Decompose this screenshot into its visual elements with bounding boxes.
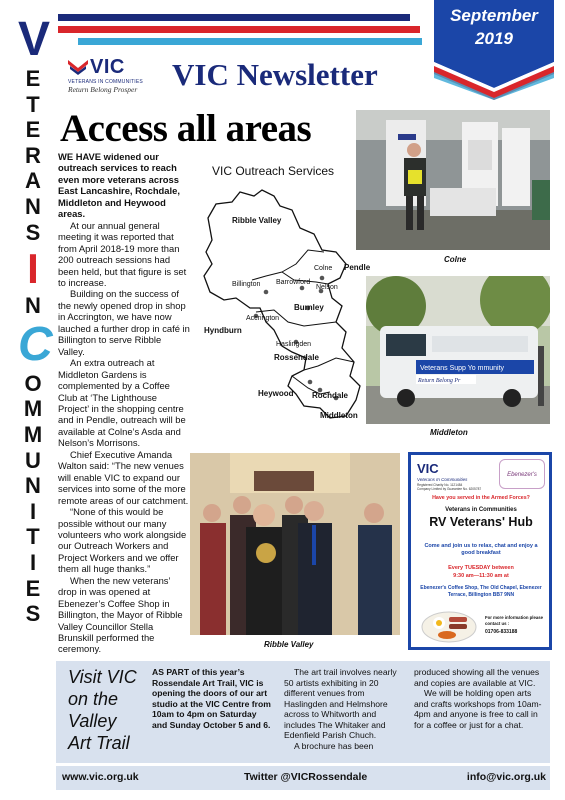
map-region-label: Pendle <box>344 263 371 272</box>
title-letter: E <box>25 575 41 601</box>
map-town-label: Nelson <box>316 284 338 291</box>
vertical-title <box>18 13 53 627</box>
chevron-logo-icon <box>68 60 88 76</box>
title-letter: T <box>26 91 40 117</box>
title-letter: E <box>25 117 41 143</box>
date-text <box>434 6 554 49</box>
poster-invite: Come and join us to relax, chat and enjoy a good breakfast <box>424 543 538 556</box>
title-letter: I <box>29 549 37 575</box>
art-trail-col1: AS PART of this year’s Rossendale Art Trail, VIC is opening the doors of our art studio at the VIC Centre from 10am to 4pm on Saturday and Sunday October 5 and 6. <box>152 667 271 730</box>
article-paragraph: At our annual general meeting it was reported that from April 2018-19 more than 200 outreach sessions had been held, but that figure is set to increase. <box>58 219 187 288</box>
article-paragraph: Building on the success of the newly opened drop in shop in Accrington, we have now lauched a further drop in café in Billington to serve Ribble Valley. <box>58 288 190 357</box>
poster-org-sub: Veterans In Communities <box>417 477 468 482</box>
title-letter: S <box>25 219 41 245</box>
title-letter: A <box>25 168 41 194</box>
logo-tagline: Return Belong Prosper <box>68 85 138 94</box>
footer-twitter-link[interactable]: Twitter @VICRossendale <box>244 771 368 783</box>
map-title: VIC Outreach Services <box>212 164 335 178</box>
masthead-title: VIC Newsletter <box>172 57 378 92</box>
art-trail-col2 <box>284 667 404 751</box>
rv-veterans-hub-poster <box>408 452 552 650</box>
colne-caption: Colne <box>444 255 467 264</box>
art-trail-heading-line: Art Trail <box>68 733 130 753</box>
map-town-label: Barrowford <box>276 279 311 286</box>
footer-website-link[interactable]: www.vic.org.uk <box>62 771 139 783</box>
year: 2019 <box>475 29 513 48</box>
title-letter: C <box>18 317 53 371</box>
headline: Access all areas <box>60 107 312 150</box>
header-stripe-navy <box>58 14 410 21</box>
article-lead: WE HAVE widened our outreach services to reach even more veterans across East Lancashire, Rochdale, Middleton and Heywood areas. <box>58 151 180 220</box>
month: September <box>450 6 538 25</box>
title-letter: I <box>29 498 37 524</box>
art-trail-heading-line: Visit VIC <box>68 667 137 687</box>
map-town-label: Haslingden <box>276 341 312 348</box>
outreach-map <box>196 180 372 430</box>
poster-org: VIC <box>417 461 439 476</box>
poster-question: Have you served in the Armed Forces? <box>432 495 530 501</box>
art-trail-text: We will be holding open arts and crafts workshops from 10am-4pm and anyone is free to call in for a coffee or just for a chat. <box>414 688 542 730</box>
map-region-label: Rochdale <box>312 391 349 400</box>
poster-partner-logo: Ebenezer's <box>499 459 545 489</box>
title-letter: O <box>24 370 42 396</box>
art-trail-col3 <box>414 667 546 730</box>
title-letter: S <box>25 601 41 627</box>
title-letter: R <box>25 142 41 168</box>
article-paragraph: “None of this would be possible without our many volunteers who work alongside our Outreach Workers and Project Workers and we offer them all huge thanks.” <box>58 506 187 575</box>
map-pin <box>300 286 305 291</box>
art-trail-text: produced showing all the venues and copies are available at VIC. <box>414 667 540 688</box>
map-outline <box>204 190 360 418</box>
poster-info: For more information please contact us : <box>485 615 544 626</box>
header-stripe-blue <box>78 38 422 45</box>
van-text: Veterans Supp Yo mmunity <box>420 365 505 372</box>
map-pin <box>264 290 269 295</box>
poster-vic-line: Veterans in Communities <box>445 507 517 513</box>
map-pin <box>308 380 313 385</box>
map-town-label: Colne <box>314 265 333 272</box>
title-letter: M <box>23 396 43 422</box>
title-letter: N <box>25 193 41 219</box>
title-letter: N <box>25 473 41 499</box>
title-letter: N <box>25 293 41 319</box>
vic-logo <box>68 56 148 94</box>
footer-email-link[interactable]: info@vic.org.uk <box>466 771 546 783</box>
footer <box>56 766 550 790</box>
title-letter: M <box>23 421 43 447</box>
logo-name: VIC <box>90 56 125 78</box>
map-region-label: Burnley <box>294 303 324 312</box>
poster-phone: 01706-833188 <box>485 629 518 635</box>
art-trail-text: The art trail involves nearly 50 artists exhibiting in 20 different venues from Haslingden and Helmshore across to Whitworth and includes The Whitaker and Edenfield Parish Chuch. <box>284 667 397 740</box>
logo-subtitle: VETERANS IN COMMUNITIES <box>68 79 143 85</box>
title-letter: E <box>25 66 41 91</box>
ribble-valley-caption: Ribble Valley <box>264 640 314 649</box>
article-paragraph: An extra outreach at Middleton Gardens is complemented by a Coffee Club at ‘The Lighthouse Project’ in the shopping centre and in Pendle, outreach will be available at Colne’s Asda and Nelson’s Morrisons. <box>58 357 186 449</box>
map-region-label: Rossendale <box>274 353 319 362</box>
colne-photo <box>356 110 550 250</box>
poster-where: Ebenezer's Coffee Shop, The Old Chapel, Ebenezer Terrace, Billington BB7 9NN <box>420 585 542 598</box>
article-paragraph: Chief Executive Amanda Walton said: “The new venues will enable VIC to expand our services into some of the more remote areas of our catchment. <box>58 448 189 506</box>
poster-when: Every TUESDAY between <box>448 565 514 571</box>
title-letter: V <box>18 13 51 66</box>
map-town-label: Billington <box>232 281 261 288</box>
art-trail-heading-line: on the <box>68 689 119 709</box>
title-letter: T <box>26 524 40 550</box>
title-letter: U <box>25 447 41 473</box>
article-body <box>58 151 190 655</box>
middleton-photo <box>366 276 550 424</box>
map-pin <box>320 276 325 281</box>
middleton-caption: Middleton <box>430 428 468 437</box>
map-region-label: Heywood <box>258 389 294 398</box>
title-letter: I <box>27 245 39 293</box>
art-trail-heading <box>68 666 148 754</box>
art-trail-heading-line: Valley <box>68 711 117 731</box>
poster-title: RV Veterans' Hub <box>429 515 533 529</box>
article-paragraph: When the new veterans’ drop in was opened at Ebenezer’s Coffee Shop in Billington, the Mayor of Ribble Valley Councillor Stella Brunskill performed the ceremony. <box>58 574 183 655</box>
header-stripe-red <box>58 26 420 33</box>
ribble-valley-photo <box>190 453 400 635</box>
map-town-label: Accrington <box>246 315 280 322</box>
poster-charity: Registered Charity No. 1121484 <box>417 483 463 487</box>
map-region-label: Middleton <box>320 411 358 420</box>
breakfast-image <box>421 607 477 643</box>
van-tagline: Return Belong Pr <box>418 378 461 384</box>
map-region-label: Hyndburn <box>204 326 242 335</box>
poster-company: Company Limited by Guarantee No. 6205787 <box>417 487 482 491</box>
art-trail-text: A brochure has been <box>294 740 374 751</box>
map-region-label: Ribble Valley <box>232 216 282 225</box>
poster-time: 9:30 am—11:30 am at <box>453 573 509 579</box>
